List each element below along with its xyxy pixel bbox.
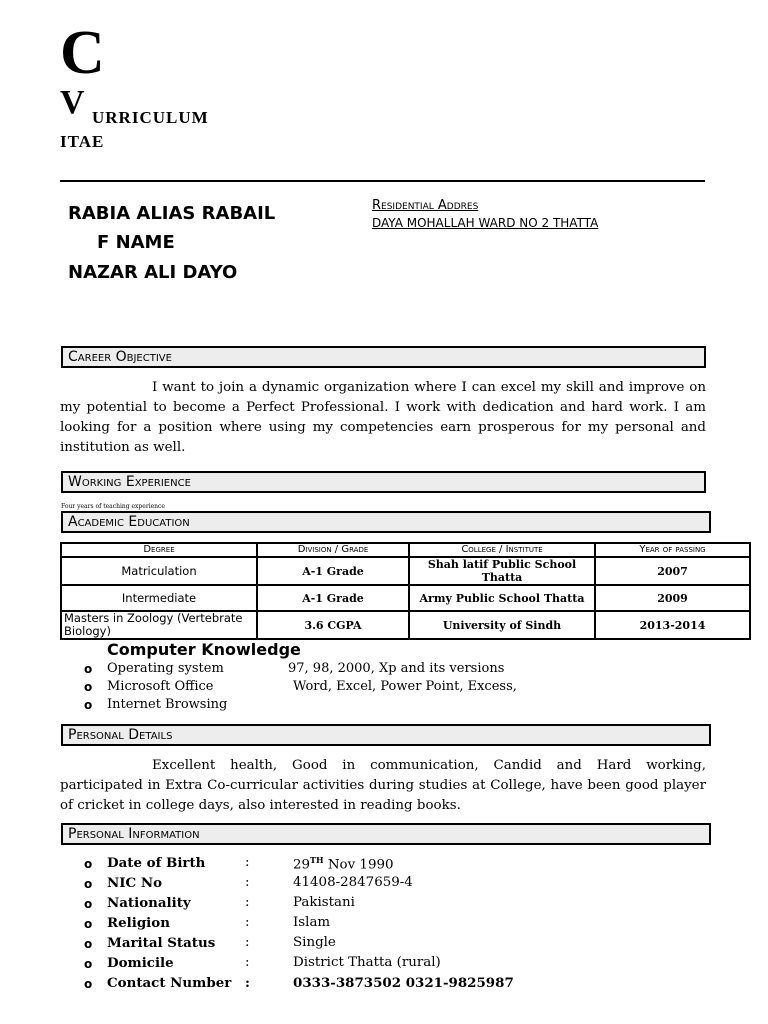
- address-value: DAYA MOHALLAH WARD NO 2 THATTA: [372, 216, 599, 230]
- table-cell: A-1 Grade: [257, 585, 409, 611]
- domicile-value: District Thatta (rural): [293, 955, 441, 970]
- list-item: Microsoft Office: [107, 679, 214, 694]
- bullet-icon: o: [84, 957, 93, 971]
- table-cell: 2007: [595, 557, 750, 585]
- separator: :: [245, 875, 250, 890]
- career-objective-heading: Career Objective: [61, 346, 706, 368]
- col-degree: Degree: [61, 543, 257, 557]
- personal-details-heading: Personal Details: [61, 724, 711, 746]
- computer-knowledge-heading: Computer Knowledge: [107, 640, 301, 659]
- separator: :: [245, 935, 250, 950]
- domicile-label: Domicile: [107, 955, 174, 971]
- list-item: Operating system: [107, 661, 224, 676]
- nationality-value: Pakistani: [293, 895, 355, 910]
- bullet-icon: o: [84, 977, 93, 991]
- title-letter-v: V: [60, 84, 85, 121]
- list-item-value: 97, 98, 2000, Xp and its versions: [288, 661, 505, 676]
- dob-value: [293, 855, 394, 872]
- bullet-icon: o: [84, 897, 93, 911]
- bullet-icon: o: [84, 680, 93, 694]
- table-cell: Masters in Zoology (Vertebrate Biology): [61, 611, 257, 639]
- career-objective-body: I want to join a dynamic organization where I can excel my skill and improve on my potential to become a Perfect Professional. I work with dedication and hard work. I am looking for a position where using my competencies earn prosperous for my personal and institution as well.: [60, 380, 706, 455]
- title-divider: [60, 180, 705, 182]
- nationality-label: Nationality: [107, 895, 191, 911]
- table-cell: 2013-2014: [595, 611, 750, 639]
- dob-label: Date of Birth: [107, 855, 206, 871]
- table-cell: University of Sindh: [409, 611, 595, 639]
- table-cell: Shah latif Public School Thatta: [409, 557, 595, 585]
- bullet-icon: o: [84, 857, 93, 871]
- name-line-1: RABIA ALIAS RABAIL: [68, 203, 276, 224]
- table-cell: Matriculation: [61, 557, 257, 585]
- col-year: Year of passing: [595, 543, 750, 557]
- dob-day: 29: [293, 857, 311, 873]
- title-line-1: URRICULUM: [92, 108, 209, 127]
- title-letter-c: C: [60, 19, 105, 87]
- title-line-2: ITAE: [60, 132, 105, 151]
- personal-details-body: Excellent health, Good in communication, Candid and Hard working, participated in Extra Co-curricular activities during studies at College, have been good player of cricket in college days, also interested in reading books.: [60, 758, 706, 813]
- personal-information-heading: Personal Information: [61, 823, 711, 845]
- personal-details-text: [60, 756, 706, 816]
- nic-label: NIC No: [107, 875, 162, 891]
- bullet-icon: o: [84, 698, 93, 712]
- table-cell: 3.6 CGPA: [257, 611, 409, 639]
- career-objective-text: [60, 378, 706, 458]
- contact-number-label: Contact Number: [107, 975, 232, 991]
- dob-suffix: TH: [310, 855, 324, 865]
- nic-value: 41408-2847659-4: [293, 875, 413, 890]
- religion-label: Religion: [107, 915, 170, 931]
- table-row: [61, 557, 750, 585]
- address-heading: Residential Addres: [372, 198, 479, 213]
- academic-education-heading: Academic Education: [61, 511, 711, 533]
- dob-rest: Nov 1990: [323, 857, 394, 873]
- list-item-value: Word, Excel, Power Point, Excess,: [293, 679, 517, 694]
- education-table: [60, 542, 751, 640]
- table-cell: 2009: [595, 585, 750, 611]
- bullet-icon: o: [84, 662, 93, 676]
- table-row: [61, 611, 750, 639]
- bullet-icon: o: [84, 917, 93, 931]
- table-row: [61, 585, 750, 611]
- separator: :: [245, 915, 250, 930]
- working-experience-note: Four years of teaching experience: [61, 503, 165, 510]
- marital-status-value: Single: [293, 935, 336, 950]
- name-line-3: NAZAR ALI DAYO: [68, 262, 238, 283]
- table-cell: A-1 Grade: [257, 557, 409, 585]
- working-experience-heading: Working Experience: [61, 471, 706, 493]
- table-cell: Intermediate: [61, 585, 257, 611]
- name-line-2: F NAME: [97, 232, 175, 253]
- table-header-row: [61, 543, 750, 557]
- col-college: College / Institute: [409, 543, 595, 557]
- list-item: Internet Browsing: [107, 697, 228, 712]
- separator: :: [245, 855, 250, 870]
- table-cell: Army Public School Thatta: [409, 585, 595, 611]
- separator: :: [245, 975, 250, 991]
- separator: :: [245, 955, 250, 970]
- bullet-icon: o: [84, 937, 93, 951]
- contact-number-value: 0333-3873502 0321-9825987: [293, 975, 514, 991]
- col-division: Division / Grade: [257, 543, 409, 557]
- separator: :: [245, 895, 250, 910]
- religion-value: Islam: [293, 915, 331, 930]
- bullet-icon: o: [84, 877, 93, 891]
- marital-status-label: Marital Status: [107, 935, 216, 951]
